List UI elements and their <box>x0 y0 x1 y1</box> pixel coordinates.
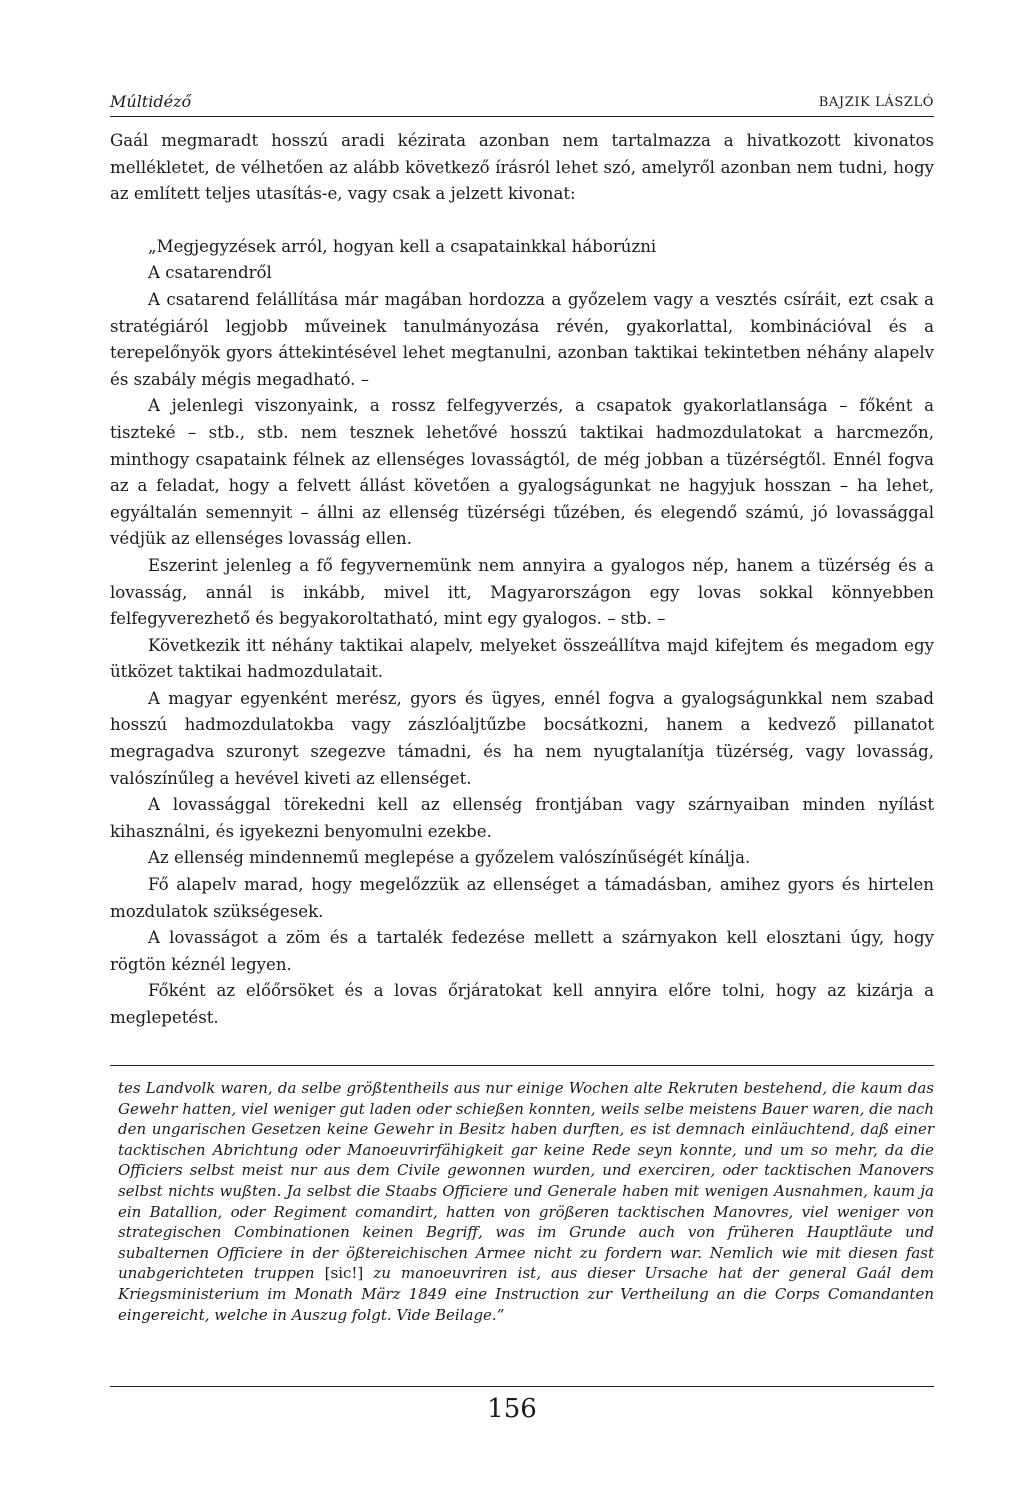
quote-paragraph: Fő alapelv marad, hogy megelőzzük az ellenséget a támadásban, amihez gyors és hirtelen mozdulatok szükségesek. <box>110 875 934 921</box>
quote-paragraph: Következik itt néhány taktikai alapelv, melyeket összeállítva majd kifejtem és megadom egy ütközet taktikai hadmozdulatait. <box>110 635 934 682</box>
quote-paragraph: Eszerint jelenleg a fő fegyvernemünk nem annyira a gyalogos nép, hanem a tüzérség és a lovasság, annál is inkább, mivel itt, Magyarországon egy lovas sokkal könnyebben felfegyverezhető és begyakoroltatható, mint egy gyalogos. – stb. – <box>110 555 934 629</box>
quote-paragraph: Az ellenség mindennemű meglepése a győzelem valószínűségét kínálja. <box>148 848 751 868</box>
quote-paragraph: A csatarend felállítása már magában hordozza a győzelem vagy a vesztés csíráit, ezt csak a stratégiáról legjobb műveinek tanulmányozása révén, gyakorlattal, kombinációval és a terepelőnyök gyors áttekintésével lehet megtanulni, azonban taktikai tekintetben néhány alapelv és szabály mégis megadható. – <box>110 289 934 389</box>
main-text <box>110 128 934 1032</box>
footnote-sic: [sic!] <box>324 1264 364 1283</box>
footnote-divider-top <box>110 1065 934 1066</box>
quote-paragraph: Főként az előőrsöket és a lovas őrjáratokat kell annyira előre tolni, hogy az kizárja a meglepetést. <box>110 981 934 1027</box>
footnote-text: tes Landvolk waren, da selbe größtentheils aus nur einige Wochen alte Rekruten bestehend, die kaum das Gewehr hatten, viel weniger gut laden oder schießen konnten, weils selbe meistens Bauer waren, die nach den ungarischen Gesetzen keine Gewehr in Besitz haben durften, es ist demnach einläuchtend, daß einer tacktischen Abrichtung oder Manoeuvrirfähigkeit gar keine Rede seyn konnte, und um so mehr, da die Officiers selbst meist nur aus dem Civile gewonnen wurden, und exerciren, oder tacktischen Manovers selbst nichts wußten. Ja selbst die Staabs Officiere und Generale haben mit wenigen Ausnahmen, kaum ja ein Batallion, oder Regiment comandirt, hatten von größeren tacktischen Manovres, viel weniger von strategischen Combinationen keinen Begriff, was im Grunde auch von früheren Hauptläute und subalternen Officiere in der ößtereichischen Armee nicht zu fordern war. Nemlich wie mit diesen fast unabgerichteten truppen <box>118 1079 934 1283</box>
quote-paragraph: A jelenlegi viszonyaink, a rossz felfegyverzés, a csapatok gyakorlatlansága – főként a tiszteké – stb., stb. nem tesznek lehetővé hosszú taktikai hadmozdulatokat a harcmezőn, minthogy csapataink félnek az ellenséges lovasságtól, de még jobban a tüzérségtől. Ennél fogva az a feladat, hogy a felvett állást követően a gyalogságunkat ne hagyjuk hosszan – ha lehet, egyáltalán semennyit – állni az ellenség tüzérségi tűzében, és elegendő számú, jó lovassággal védjük az ellenséges lovasság ellen. <box>110 396 934 549</box>
quote-subtitle: A csatarendről <box>148 263 272 283</box>
intro-paragraph: Gaál megmaradt hosszú aradi kézirata azonban nem tartalmazza a hivatkozott kivonatos mellékletet, de vélhetően az alább következő írásról lehet szó, amelyről azonban nem tudni, hogy az említett teljes utasítás-e, vagy csak a jelzett kivonat: <box>110 131 934 204</box>
running-header <box>110 92 934 117</box>
footnote-divider-bottom <box>110 1386 934 1387</box>
quote-paragraph: A magyar egyenként merész, gyors és ügyes, ennél fogva a gyalogságunkkal nem szabad hosszú hadmozdulatokba vagy zászlóaljtűzbe bocsátkozni, hanem a kedvező pillanatot megragadva szuronyt szegezve támadni, és ha nem nyugtalanítja tüzérség, vagy lovasság, valószínűleg a hevével kiveti az ellenséget. <box>110 688 934 788</box>
footnote <box>118 1078 934 1325</box>
journal-title: Múltidéző <box>110 92 192 111</box>
quote-title: „Megjegyzések arról, hogyan kell a csapatainkkal háborúzni <box>148 236 657 256</box>
paragraph-gap <box>110 208 934 234</box>
page-number: 156 <box>487 1394 537 1424</box>
quote-paragraph: A lovassággal törekedni kell az ellenség frontjában vagy szárnyaiban minden nyílást kihasználni, és igyekezni benyomulni ezekbe. <box>110 795 934 841</box>
footnote-text-continued: zu manoeuvriren ist, aus dieser Ursache hat der general Gaál dem Kriegsministerium im Monath März 1849 eine Instruction zur Vertheilung an die Corps Comandanten eingereicht, welche in Auszug folgt. Vide Beilage.” <box>118 1264 934 1324</box>
quote-paragraph: A lovasságot a zöm és a tartalék fedezése mellett a szárnyakon kell elosztani úgy, hogy rögtön kéznél legyen. <box>110 928 934 974</box>
author-name: BAJZIK LÁSZLÓ <box>818 95 934 110</box>
